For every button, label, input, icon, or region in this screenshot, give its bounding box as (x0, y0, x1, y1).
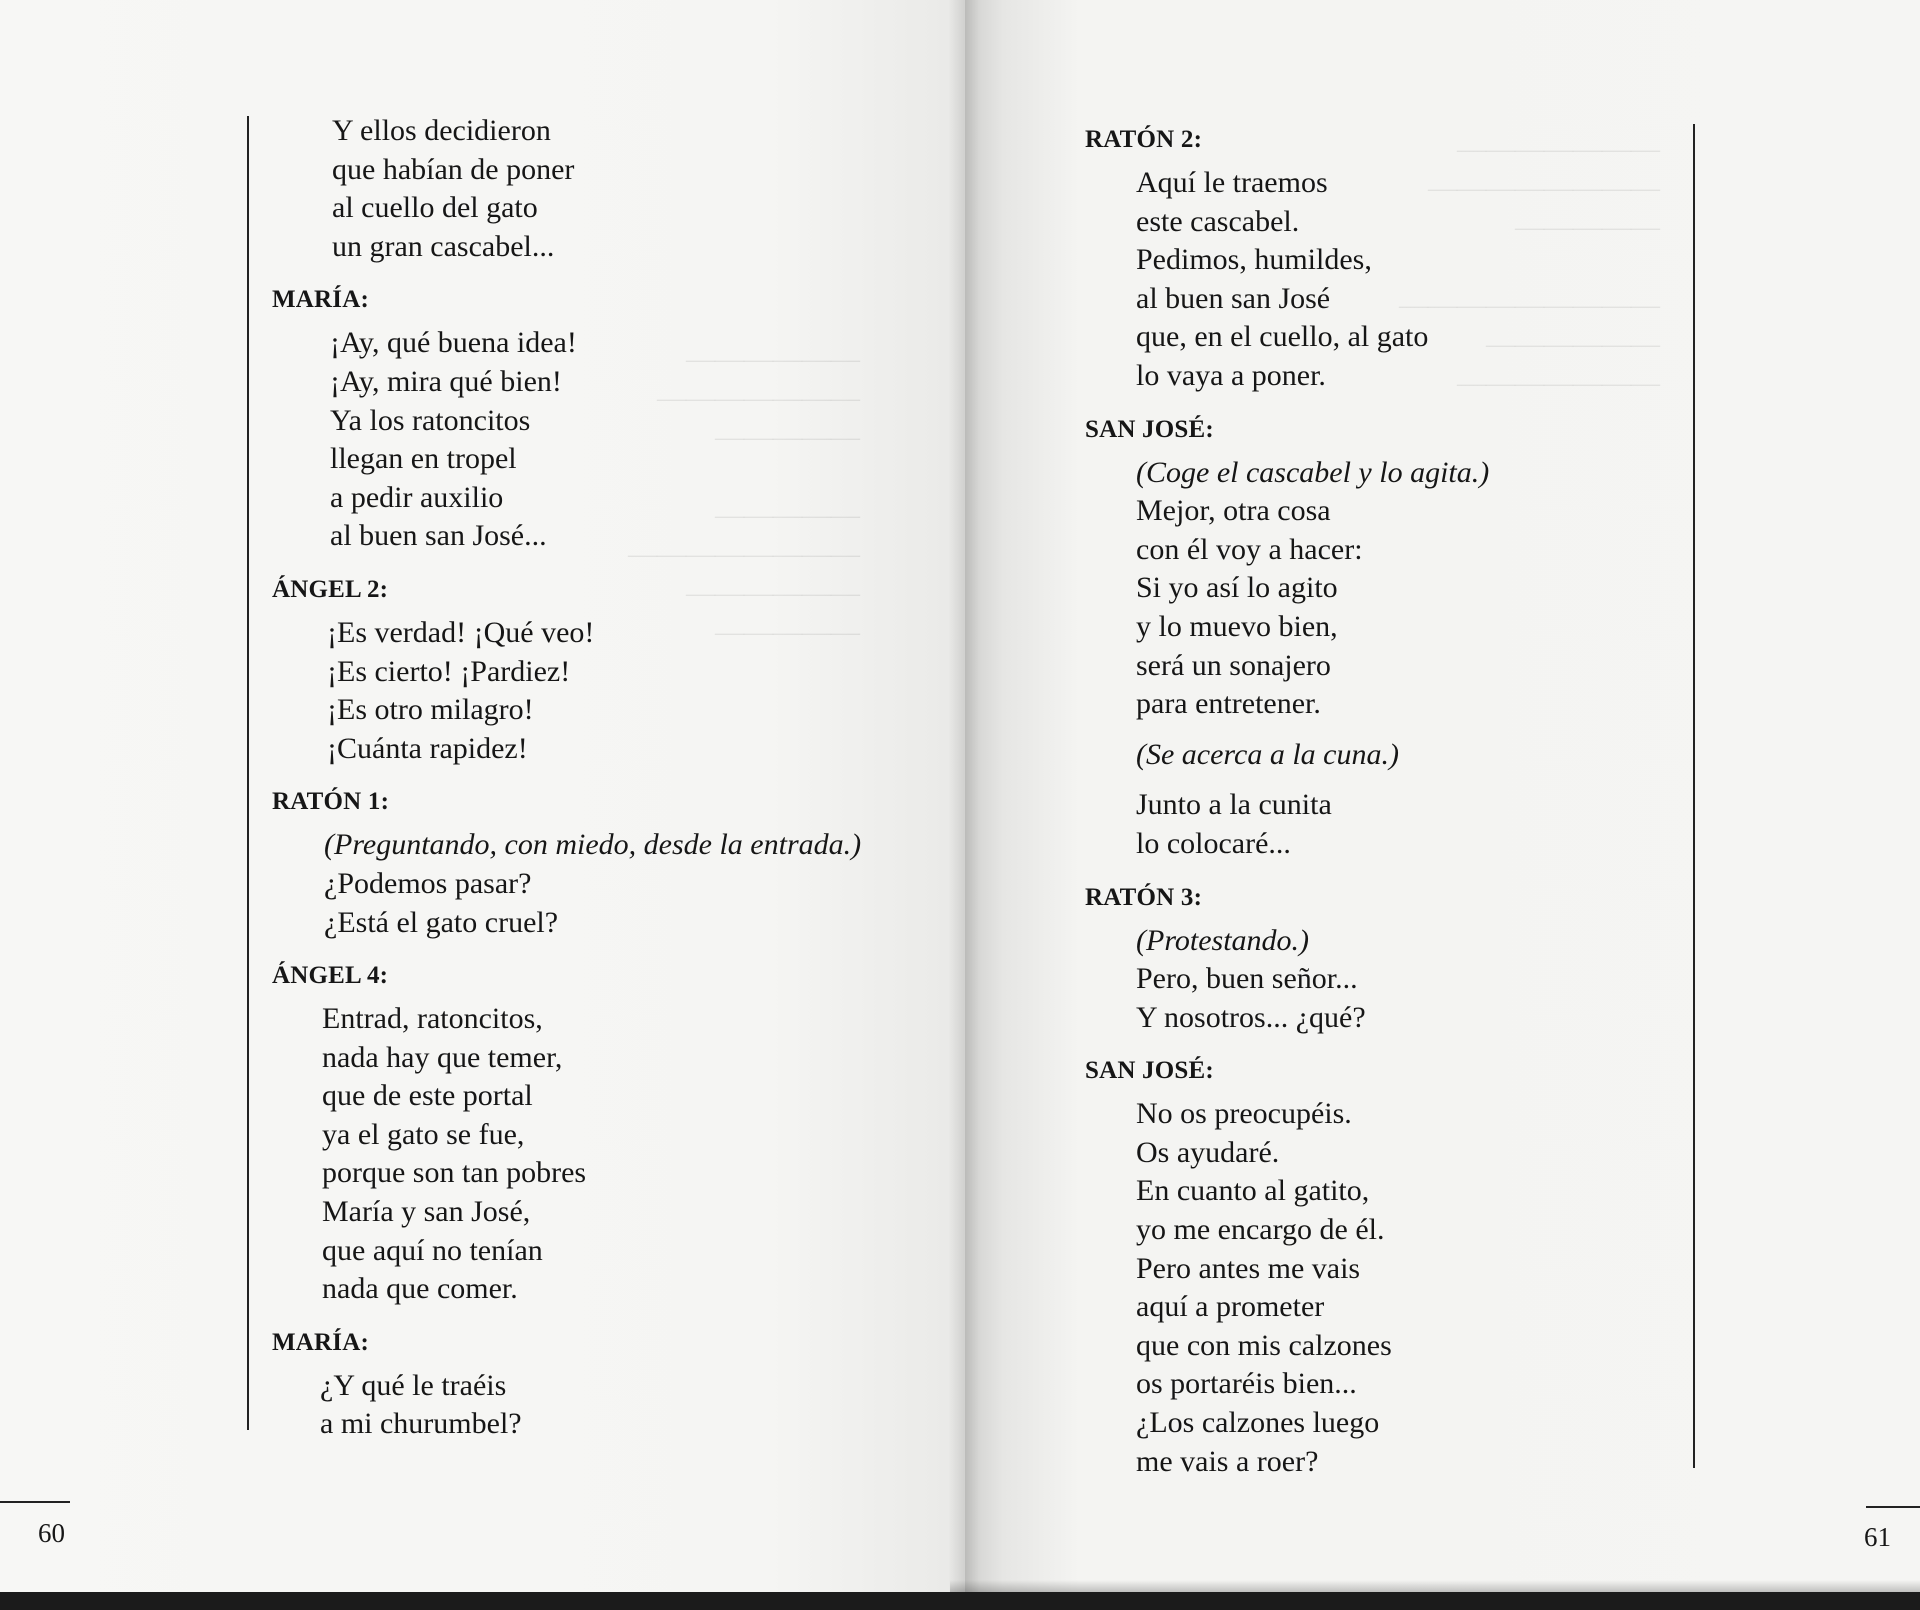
verse-line: ¿Y qué le traéis (320, 1368, 507, 1402)
left-margin-rule (247, 116, 249, 1430)
verse-line: Entrad, ratoncitos, (322, 1002, 543, 1036)
verse-line: ¡Es verdad! ¡Qué veo! (327, 615, 595, 649)
dialogue-block-raton-2 (1085, 124, 1685, 396)
verse-line: Si yo así lo agito (1136, 571, 1338, 605)
speaker-name: MARÍA: (272, 286, 370, 314)
verse-line: aquí a prometer (1136, 1290, 1325, 1324)
verse-line: que, en el cuello, al gato (1136, 320, 1429, 354)
verse-line: este cascabel. (1136, 204, 1300, 238)
verse-line: ¿Podemos pasar? (324, 866, 532, 900)
verse-line: Junto a la cunita (1136, 788, 1332, 822)
dialogue-block-angel-2 (272, 574, 932, 768)
verse-line: ¡Es cierto! ¡Pardiez! (327, 654, 571, 688)
stage-direction: (Se acerca a la cuna.) (1136, 737, 1399, 771)
verse-line: al buen san José (1136, 281, 1331, 315)
speaker-name: RATÓN 2: (1085, 126, 1203, 153)
verse-line: Aquí le traemos (1136, 166, 1328, 199)
speaker-name: SAN JOSÉ: (1085, 415, 1214, 443)
verse-block (272, 112, 932, 266)
dialogue-block-raton-3 (1085, 882, 1685, 1038)
verse-line: para entretener. (1136, 687, 1321, 721)
verse-line: al buen san José... (330, 519, 547, 553)
dialogue-block-maria-2 (272, 1327, 932, 1444)
left-text-column (272, 112, 932, 1444)
verse-line: Pedimos, humildes, (1136, 243, 1372, 277)
verse-line: Pero, buen señor... (1136, 962, 1358, 996)
stage-direction-block (1085, 736, 1685, 775)
page-number-right: 61 (1864, 1522, 1891, 1552)
verse-line: que de este portal (322, 1079, 533, 1113)
speaker-name: MARÍA: (272, 1328, 370, 1356)
right-margin-rule (1693, 124, 1695, 1468)
verse-line: María y san José, (322, 1195, 531, 1229)
stage-direction: (Preguntando, con miedo, desde la entrada.) (324, 828, 862, 862)
dialogue-block-san-jose (1085, 414, 1685, 724)
verse-line: ¡Ay, qué buena idea! (330, 326, 577, 360)
verse-line: nada hay que temer, (322, 1040, 563, 1074)
verse-line: ¿Está el gato cruel? (324, 905, 559, 939)
verse-line: me vais a roer? (1136, 1444, 1319, 1478)
verse-line: nada que comer. (322, 1272, 518, 1306)
verse-line: lo colocaré... (1136, 826, 1291, 860)
verse-line: ¿Los calzones luego (1136, 1406, 1380, 1440)
verse-line: lo vaya a poner. (1136, 358, 1326, 392)
verse-line: que aquí no tenían (322, 1233, 543, 1267)
stage-direction: (Coge el cascabel y lo agita.) (1136, 455, 1490, 489)
scanner-bottom-edge (0, 1592, 1920, 1610)
verse-line: No os preocupéis. (1136, 1097, 1352, 1131)
verse-block (1085, 786, 1685, 863)
dialogue-block-angel-4 (272, 960, 932, 1309)
speaker-name: RATÓN 1: (272, 788, 390, 816)
verse-line: que habían de poner (332, 152, 575, 186)
verse-line: a mi churumbel? (320, 1407, 522, 1441)
verse-line: porque son tan pobres (322, 1156, 587, 1190)
verse-line: llegan en tropel (330, 442, 517, 476)
verse-line: Y ellos decidieron (332, 114, 551, 147)
dialogue-block-raton-1 (272, 786, 932, 942)
verse-line: os portaréis bien... (1136, 1367, 1357, 1401)
verse-line: ¡Ay, mira qué bien! (330, 364, 562, 398)
dialogue-block-san-jose-2 (1085, 1055, 1685, 1481)
verse-line: ya el gato se fue, (322, 1117, 525, 1151)
verse-line: Os ayudaré. (1136, 1135, 1280, 1169)
speaker-name: RATÓN 3: (1085, 883, 1203, 911)
verse-line: será un sonajero (1136, 648, 1331, 682)
verse-line: Ya los ratoncitos (330, 403, 531, 437)
verse-line: Y nosotros... ¿qué? (1136, 1000, 1366, 1034)
speaker-name: ÁNGEL 4: (272, 962, 389, 990)
verse-line: y lo muevo bien, (1136, 609, 1338, 643)
verse-line: que con mis calzones (1136, 1328, 1392, 1362)
book-gutter (948, 0, 980, 1610)
dialogue-block-maria (272, 284, 932, 556)
verse-line: al cuello del gato (332, 191, 538, 225)
verse-line: con él voy a hacer: (1136, 532, 1363, 566)
verse-line: En cuanto al gatito, (1136, 1174, 1370, 1208)
speaker-name: SAN JOSÉ: (1085, 1057, 1214, 1085)
verse-line: un gran cascabel... (332, 229, 555, 263)
verse-line: ¡Es otro milagro! (327, 693, 534, 727)
page-number-left: 60 (38, 1518, 65, 1548)
verse-line: a pedir auxilio (330, 480, 504, 514)
verse-line: yo me encargo de él. (1136, 1213, 1385, 1247)
right-text-column (1085, 124, 1685, 1481)
right-footer-rule (1866, 1506, 1920, 1508)
speaker-name: ÁNGEL 2: (272, 575, 389, 603)
verse-line: ¡Cuánta rapidez! (327, 731, 528, 765)
verse-line: Mejor, otra cosa (1136, 494, 1331, 528)
verse-line: Pero antes me vais (1136, 1251, 1361, 1285)
left-footer-rule (0, 1501, 70, 1503)
stage-direction: (Protestando.) (1136, 923, 1310, 957)
